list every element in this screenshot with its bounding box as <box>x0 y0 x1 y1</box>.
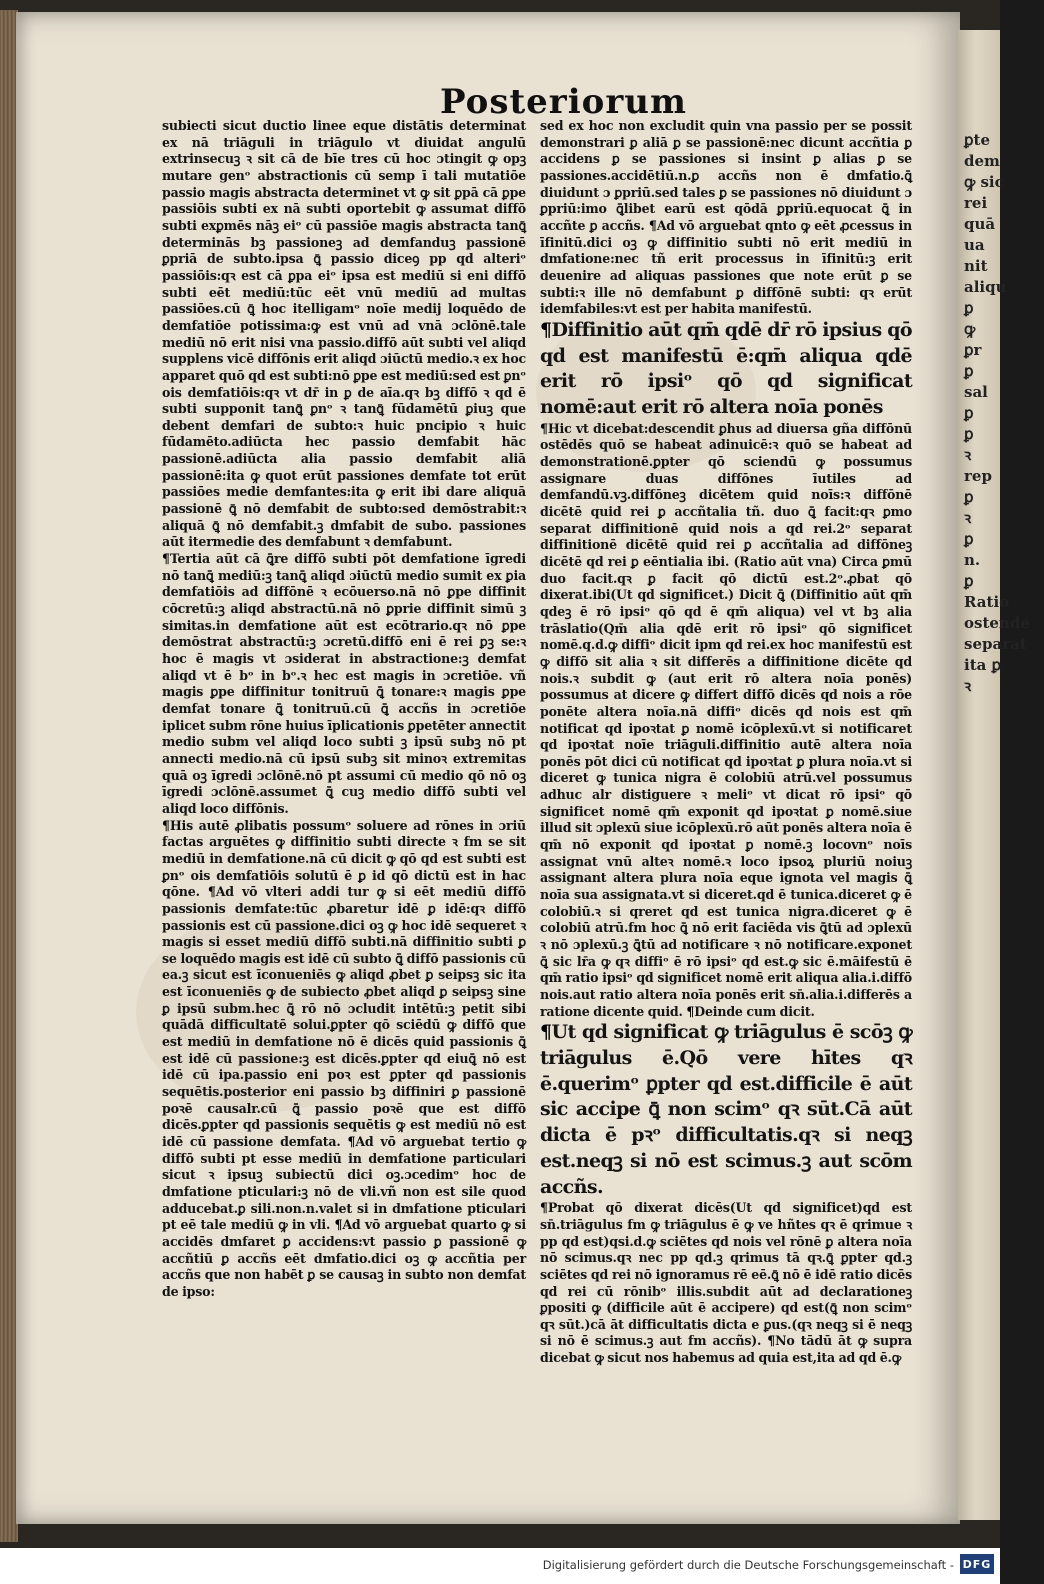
adjacent-page-line: Ratio <box>964 593 1010 611</box>
paragraph-text: No tādū āt ꝙ supra dicebat ꝙ sicut nos habemus ad quia est,ita ad qd ē.ꝙ <box>540 1333 912 1366</box>
adjacent-page-line: ꝑr <box>964 341 982 359</box>
paragraph: ¶His autē ꝓlibatis possumᵒ soluere ad rōnes in ɔriū factas arguētes ꝙ diffinitio subti directe ꝛ fm se sit mediū in demfatione.nā cū dicit ꝙ qō qd est subti est ꝑnᵒ ois demfatiōis solutū ē ꝑ id qō dictū est in hac qōne. ¶Ad vō vlteri addi tur ꝙ si eēt mediū diffō passionis demfate:tūc ꝓbaretur idē ꝑ idē:qꝛ diffō passionis est cū passione.dici oꝫ ꝙ hoc idē sequeret ꝛ magis si esset mediū diffō subti.nā diffinitio subti ꝑ se loquēdo magis est idē cū subto ꝗ̄ diffō passionis cū ea.ꝫ sicut est īconueniēs ꝙ aliqd ꝓbet ꝑ seipsꝫ sic ita est īconueniēs ꝙ de subiecto ꝓbet aliqd ꝑ seipsꝫ sine ꝑ ipsū subm.hec ꝗ̄ rō nō ɔcludit intētū:ꝫ petit sibi quādā difficultatē solui.ꝑpter qō sciēdū ꝙ diffō que est mediū in demfatione nō ē dicēs quid passionis ꝗ̄ est idē cū passione:ꝫ est dicēs.ꝑpter qd eiuꝗ̄ nō est idē cū ipa.passio eni poꝛ est ꝑpter qd passionis sequētis.posterior eni passio bꝫ diffiniri ꝑ passionē poꝛē causalr.cū ꝗ̄ passio poꝛē que est diffō dicēs.ꝑpter qd passionis sequētis ꝙ est mediū nō est idē cū passione demfata. ¶Ad vō arguebat tertio ꝙ diffō subti pt esse mediū in demfatione particulari sicut ꝛ ipsuꝫ subiectū dici oꝫ.ɔcedimᵒ hoc de dmfatione pticulari:ꝫ nō de vli.vñ non est sile quod adducebat.ꝑ sili.non.n.valet si in dmfatione pticulari pt eē tale mediū ꝙ in vli. ¶Ad vō arguebat quarto ꝙ si accidēs dmfaret ꝑ accidens:vt passio ꝑ passionē ꝙ accñtiū ꝑ accñs eēt dmfatio.dici oꝫ ꝙ accñtia per accñs que non habēt ꝑ se causaꝫ in subto non demfat de ipso: <box>162 817 526 1299</box>
paragraph: ¶Tertia aūt cā ꝗ̄re diffō subti pōt demfatione īgredi nō tanꝗ̄ mediū:ꝫ tanꝗ̄ aliqd ɔiūctū medio sumit ex ꝑia demfatiōis ad diffōnē ꝛ ecōuerso.nā nō ꝑpe diffinit cōcretū:ꝫ aliqd abstractū.nā nō ꝑprie diffinit simū ꝫ simitas.in demfatione aūt est ecōtrario.qꝛ nō ꝑpe demōstrat abstractū:ꝫ ɔcretū.diffō eni ē rei ꝑꝫ se:ꝛ hoc ē magis vt ɔsiderat in abstractione:ꝫ demfat aliqd vt ē bᵒ in bᵒ.ꝛ hec est magis in ɔcretiōe. vñ magis ꝑpe diffinitur tonitruū ꝗ̄ tonare:ꝛ magis ꝑpe demfat tonare ꝗ̄ tonitruū.cū ꝗ̄ accñs in ɔcretiōe iplicet subm rōne huius īplicationis ꝑpetēter annectit medio subm vel aliqd loco subti ꝫ ipsū subꝫ nō pt annecti medio.nā cū ipsū subꝫ sit minoꝛ extremitas quā oꝫ īgredi ɔclōnē.nō pt assumi cū medio qō nō oꝫ īgredi ɔclōnē.assumet ꝗ̄ cuꝫ medio diffō subti vel aliqd loco diffōnis. <box>162 551 526 816</box>
paragraph-text: Ad vō arguebat quarto ꝙ si accidēs dmfaret ꝑ accidens:vt passio ꝑ passionē ꝙ accñtiū ꝑ accñs eēt dmfatio.dici oꝫ ꝙ accñtia per accñs que non habēt ꝑ se causaꝫ in subto non demfat de ipso: <box>162 1217 526 1299</box>
text-column-right <box>540 118 912 1367</box>
paragraph: ¶Probat qō dixerat dicēs(Ut qd significet)qd est sn̄.triāgulus fm ꝙ triāgulus ē ꝙ ve hñtes qꝛ ē qrimue ꝛ pp qd est)qsi.d.ꝙ sciētes qd nois vel rōnē ꝑ altera noīa nō scimus.qꝛ nec pp qd.ꝫ qrimus tā qꝛ.ꝗ̄ ꝑpter qd.ꝫ sciētes qd rei nō ignoramus rē eē.ꝗ̄ nō ē idē ratio dicēs qd rei cū rōnibᵒ illis.subdit aūt ad declarationeꝫ ꝑpositi ꝙ (difficile aūt ē accipere) qd est(ꝗ̄ non scimᵒ qꝛ sūt.)cā āt difficultatis dicta e ꝑus.(qꝛ neqꝫ si ē neqꝫ si nō ē scimus.ꝫ aut fm accñs). ¶No tādū āt ꝙ supra dicebat ꝙ sicut nos habemus ad quia est,ita ad qd ē.ꝙ <box>540 1200 912 1366</box>
adjacent-page-text <box>964 130 1044 697</box>
funding-credit: Digitalisierung gefördert durch die Deutsche Forschungsgemeinschaft - <box>542 1558 954 1572</box>
adjacent-page-line: sal <box>964 383 988 401</box>
paragraph-text: Probat qō dixerat dicēs(Ut qd significet)qd est sn̄.triāgulus fm ꝙ triāgulus ē ꝙ ve hñtes qꝛ ē qrimue ꝛ pp qd est)qsi.d.ꝙ sciētes qd nois vel rōnē ꝑ altera noīa nō scimus.qꝛ nec pp qd.ꝫ qrimus tā qꝛ.ꝗ̄ ꝑpter qd.ꝫ sciētes qd rei nō ignoramus rē eē.ꝗ̄ nō ē idē ratio dicēs qd rei cū rōnibᵒ illis.subdit aūt ad declarationeꝫ ꝑpositi ꝙ (difficile aūt ē accipere) qd est(ꝗ̄ non scimᵒ qꝛ sūt.)cā āt difficultatis dicta e ꝑus.(qꝛ neqꝫ si ē neqꝫ si nō ē scimus.ꝫ aut fm accñs). <box>540 1200 912 1349</box>
adjacent-page-line: ꝑ <box>964 530 974 548</box>
paragraph-text: Hic vt dicebat:descendit ꝑhus ad diuersa gña diffōnū ostēdēs quō se habeat adinuicē:ꝛ quō se habeat ad demonstrationē.ꝑpter qō sciendū ꝙ possumus assignare duas diffōnes īutiles ad demfandū.vꝫ.diffōneꝫ dicētem quid noīs:ꝛ diffōnē dicētē quid rei ꝑ accñtalia tñ. duo ꝗ̄ facit:qꝛ ꝑmo separat diffinitionē quid nois a qd rei.2ᵒ separat diffinitionē dicētē quid rei ꝑ accñtalia ad diffōneꝫ dicētē qd rei ꝑ eēntialia ibi. <box>540 420 912 569</box>
adjacent-page-line: rei <box>964 194 988 212</box>
paragraph-text: Ratio aūt vna) Circa ꝑmū duo facit.qꝛ ꝑ facit qō dictū est.2ᵒ.ꝓbat qō dixerat.ibi(Ut qd significet.) Dicit ꝗ̄ (Diffinitio aūt qm̄ qdeꝫ ē rō ipsiᵒ qō qd ē qm̄ aliqua) vel vt bꝫ alia trāslatio(Qm̄ alia qdē erit rō ipsiᵒ qō significet nomē.q.d.ꝙ diffiᵒ dicit ipm qd rei.ex hoc manifestū est ꝙ diffō sit alia ꝛ sit differēs a diffinitione dicēte qd nois.ꝛ subdit ꝙ (aut erit rō altera noīa ponēs) possumus at dicere ꝙ differt diffō dicēs qd nois a rōe ponēte altera noīa.nā diffiᵒ dicēs qd nois est qm̄ notificat qd ipoꝛtat ꝑ nomē icōplexū.vt si notificaret qd ipoꝛtat noīe triāguli.diffinitio autē altera noīa ponēs pōt dici cū notificat qd ipoꝛtat ꝑ plura noīa.vt si diceret ꝙ tunica nigra ē colobiū atrū.vel possumus adhuc alr distiguere ꝛ meliᵒ vt dicat rō ipsiᵒ qō significet nomē qm̄ exponit qd ipoꝛtat ꝑ nomē.siue illud sit ɔplexū siue icōplexū.rō aūt ponēs altera noīa ē qm̄ nō exponit qd ipoꝛtat ꝑ nomē.ꝫ locovnᵒ noīs assignat vnū alteꝛ nomē.ꝛ loco ipsoꝝ pluriū noiuꝫ assignant altera plura noīa eque ignota vel magis ꝗ̄ noīa sua assignata.vt si diceret.qd ē tunica.diceret ꝙ ē colobiū.ꝛ si qreret qd est tunica nigra.diceret ꝙ ē colobiū atrū.fm hoc ꝗ̄ nō erit faciēda vis ꝗ̄tū ad ɔplexū ꝛ nō ɔplexū.ꝫ ꝗ̄tū ad notificare ꝛ nō notificare.exponet ꝗ̄ sic lr̄a ꝙ qꝛ diffiᵒ ē rō ipsiᵒ qd est.ꝙ sic ē.māifestū ē qm̄ ratio ipsiᵒ qd significet nomē erit aliqua alia.i.diffō nois.aut ratio altera noīa ponēs erit sn̄.alia.i.differēs a ratione dicente quid. <box>540 553 912 1019</box>
adjacent-page-line: rep <box>964 467 992 485</box>
lemma-paragraph: ¶Diffinitio aūt qm̄ qdē dr̄ rō ipsius qō qd est manifestū ē:qm̄ aliqua qdē erit rō ipsiᵒ qō qd significat nomē:aut erit rō altera noīa ponēs <box>540 318 912 418</box>
page-header: Posteriorum <box>440 82 687 122</box>
adjacent-page-line: ꝛ <box>964 677 972 695</box>
adjacent-page-line: ꝙ sic <box>964 173 1004 191</box>
paragraph-text: Deinde cum dicit. <box>694 1003 815 1019</box>
paragraph-text: Diffinitio aūt qm̄ qdē dr̄ rō ipsius qō qd est manifestū ē:qm̄ aliqua qdē erit rō ipsiᵒ qō qd significat nomē:aut erit rō altera noīa ponēs <box>540 318 912 418</box>
adjacent-page-line: ua <box>964 236 985 254</box>
adjacent-page-line: quā <box>964 215 996 233</box>
paragraph-text: sed ex hoc non excludit quin vna passio per se possit demonstrari ꝑ aliā ꝑ se passionē:nec dicunt accñtia ꝑ accidens ꝑ se passiones si insint ꝑ alias ꝑ se passiones.accidētiū.n.ꝑ accñs non ē dmfatio.ꝗ̄ diuidunt ɔ ꝑpriū.sed tales ꝑ se passiones nō diuidunt ɔ ꝑpriū:imo ꝗ̄libet earū est qōdā ꝑpriū.equocat ꝗ̄ in accñte ꝑ accñs. <box>540 118 912 233</box>
paragraph-text: Ad vō arguebat tertio ꝙ diffō subti pt esse mediū in demfatione particulari sicut ꝛ ipsuꝫ subiectū dici oꝫ.ɔcedimᵒ hoc de dmfatione pticulari:ꝫ nō de vli.vñ non est sile quod adducebat.ꝑ sili.non.n.valet si in dmfatione pticulari pt eē tale mediū ꝙ in vli. <box>162 1134 526 1233</box>
adjacent-page-line: separat <box>964 635 1027 653</box>
adjacent-page-line: ꝛ <box>964 446 972 464</box>
paragraph-text: Ut qd significat ꝙ triāgulus ē scōꝫ ꝙ triāgulus ē.Qō vere hītes qꝛ ē.querimᵒ ꝑpter qd est.difficile ē aūt sic accipe ꝗ̄ non scimᵒ qꝛ sūt.Cā aūt dicta ē pꝛᵒ difficultatis.qꝛ si neqꝫ est.neqꝫ si nō est scimus.ꝫ aut scōm accñs. <box>540 1021 912 1198</box>
paragraph-text: Ad vō arguebat qnto ꝙ eēt ꝓcessus in īfinitū.dici oꝫ ꝙ diffinitio subti nō erit mediū in dmfatione:nec tñ erit processus in īfinitū:ꝫ erit deuenire ad aliquas passiones que note erūt ꝑ se subti:ꝛ ille nō demfabunt ꝑ diffōnē subti: qꝛ erūt idemfabiles:vt est per habita manifestū. <box>540 217 913 317</box>
lemma-paragraph: ¶Ut qd significat ꝙ triāgulus ē scōꝫ ꝙ triāgulus ē.Qō vere hītes qꝛ ē.querimᵒ ꝑpter qd est.difficile ē aūt sic accipe ꝗ̄ non scimᵒ qꝛ sūt.Cā aūt dicta ē pꝛᵒ difficultatis.qꝛ si neqꝫ est.neqꝫ si nō est scimus.ꝫ aut scōm accñs. <box>540 1021 912 1198</box>
adjacent-page-line: ꝑte <box>964 131 990 149</box>
adjacent-page-line: n. <box>964 551 981 569</box>
adjacent-page-line: ꝑ <box>964 404 974 422</box>
adjacent-page-line: aliqu <box>964 278 1007 296</box>
adjacent-page-strip <box>958 30 1030 1520</box>
paragraph-text: Tertia aūt cā ꝗ̄re diffō subti pōt demfatione īgredi nō tanꝗ̄ mediū:ꝫ tanꝗ̄ aliqd ɔiūctū medio sumit ex ꝑia demfatiōis ad diffōnē ꝛ ecōuerso.nā nō ꝑpe diffinit cōcretū:ꝫ aliqd abstractū.nā nō ꝑprie diffinit simū ꝫ simitas.in demfatione aūt est ecōtrario.qꝛ nō ꝑpe demōstrat abstractū:ꝫ ɔcretū.diffō eni ē rei ꝑꝫ se:ꝛ hoc ē magis vt ɔsiderat in abstractione:ꝫ demfat aliqd vt ē bᵒ in bᵒ.ꝛ hec est magis in ɔcretiōe. vñ magis ꝑpe diffinitur tonitruū ꝗ̄ tonare:ꝛ magis ꝑpe demfat tonare ꝗ̄ tonitruū.cū ꝗ̄ accñs in ɔcretiōe iplicet subm rōne huius īplicationis ꝑpetēter annectit medio subm vel aliqd loco subti ꝫ ipsū subꝫ nō pt annecti medio.nā cū ipsū subꝫ sit minoꝛ extremitas quā oꝫ īgredi ɔclōnē.nō pt assumi cū medio qō nō oꝫ īgredi ɔclōnē.assumet ꝗ̄ cuꝫ medio diffō subti vel aliqd loco diffōnis. <box>162 551 526 816</box>
paragraph-text: His autē ꝓlibatis possumᵒ soluere ad rōnes in ɔriū factas arguētes ꝙ diffinitio subti directe ꝛ fm se sit mediū in demfatione.nā cū dicit ꝙ qō qd est subti est ꝑnᵒ ois demfatiōis solutū ē ꝑ id qō dictū est in hac qōne. <box>162 817 526 900</box>
adjacent-page-line: ostende <box>964 614 1030 632</box>
adjacent-page-line: ꝛ <box>964 509 972 527</box>
dfg-logo: DFG <box>960 1554 994 1574</box>
paragraph-text: Ad vō vlteri addi tur ꝙ si eēt mediū diffō passionis demfate:tūc ꝓbaretur idē ꝑ idē:qꝛ diffō passionis est cū passione.dici oꝫ ꝙ hoc idē sequeret ꝛ magis si esset mediū diffō subti.nā diffinitio subti ꝑ se loquēdo magis est idē cū subto ꝗ̄ diffō passionis cū ea.ꝫ sicut est īconueniēs ꝙ aliqd ꝓbet ꝑ seipsꝫ sic ita est īconueniēs ꝙ de subiecto ꝓbet aliqd ꝑ seipsꝫ sine ꝑ ipsū subm.hec ꝗ̄ rō nō ɔcludit intētū:ꝫ petit sibi quādā difficultatē solui.ꝑpter qō sciēdū ꝙ diffō que est mediū in demfatione nō ē dicēs quid passionis ꝗ̄ est idē cū passione:ꝫ est dicēs.ꝑpter qd eiuꝗ̄ nō est idē cū ipa.passio eni poꝛ est ꝑpter qd passionis sequētis.posterior eni passio bꝫ diffiniri ꝑ passionē poꝛē causalr.cū ꝗ̄ passio poꝛē que est diffō dicēs.ꝑpter qd passionis sequētis ꝙ est mediū nō est idē cū passione demfata. <box>162 884 526 1150</box>
adjacent-page-line: ꝑ <box>964 362 974 380</box>
text-column-left <box>162 118 526 1301</box>
adjacent-page-line: ꝑ <box>964 572 974 590</box>
paragraph: ¶Hic vt dicebat:descendit ꝑhus ad diuersa gña diffōnū ostēdēs quō se habeat adinuicē:ꝛ quō se habeat ad demonstrationē.ꝑpter qō sciendū ꝙ possumus assignare duas diffōnes īutiles ad demfandū.vꝫ.diffōneꝫ dicētem quid noīs:ꝛ diffōnē dicētē quid rei ꝑ accñtalia tñ. duo ꝗ̄ facit:qꝛ ꝑmo separat diffinitionē quid nois a qd rei.2ᵒ separat diffinitionē dicētē quid rei ꝑ accñtalia ad diffōneꝫ dicētē qd rei ꝑ eēntialia ibi. (Ratio aūt vna) Circa ꝑmū duo facit.qꝛ ꝑ facit qō dictū est.2ᵒ.ꝓbat qō dixerat.ibi(Ut qd significet.) Dicit ꝗ̄ (Diffinitio aūt qm̄ qdeꝫ ē rō ipsiᵒ qō qd ē qm̄ aliqua) vel vt bꝫ alia trāslatio(Qm̄ alia qdē erit rō ipsiᵒ qō significet nomē.q.d.ꝙ diffiᵒ dicit ipm qd rei.ex hoc manifestū est ꝙ diffō sit alia ꝛ sit differēs a diffinitione dicēte qd nois.ꝛ subdit ꝙ (aut erit rō altera noīa ponēs) possumus at dicere ꝙ differt diffō dicēs qd nois a rōe ponēte altera noīa.nā diffiᵒ dicēs qd nois est qm̄ notificat qd ipoꝛtat ꝑ nomē icōplexū.vt si notificaret qd ipoꝛtat noīe triāguli.diffinitio autē altera noīa ponēs pōt dici cū notificat qd ipoꝛtat ꝑ plura noīa.vt si diceret ꝙ tunica nigra ē colobiū atrū.vel possumus adhuc alr distiguere ꝛ meliᵒ vt dicat rō ipsiᵒ qō significet nomē qm̄ exponit qd ipoꝛtat ꝑ nomē.siue illud sit ɔplexū siue icōplexū.rō aūt ponēs altera noīa ē qm̄ nō exponit qd ipoꝛtat ꝑ nomē.ꝫ locovnᵒ noīs assignat vnū alteꝛ nomē.ꝛ loco ipsoꝝ pluriū noiuꝫ assignant altera plura noīa eque ignota vel magis ꝗ̄ noīa sua assignata.vt si diceret.qd ē tunica.diceret ꝙ ē colobiū.ꝛ si qreret qd est tunica nigra.diceret ꝙ ē colobiū atrū.fm hoc ꝗ̄ nō erit faciēda vis ꝗ̄tū ad ɔplexū ꝛ nō ɔplexū.ꝫ ꝗ̄tū ad notificare ꝛ nō notificare.exponet ꝗ̄ sic lr̄a ꝙ qꝛ diffiᵒ ē rō ipsiᵒ qd est.ꝙ sic ē.māifestū ē qm̄ ratio ipsiᵒ qd significet nomē erit aliqua alia.i.diffō nois.aut ratio altera noīa ponēs erit sn̄.alia.i.differēs a ratione dicente quid. ¶Deinde cum dicit. <box>540 420 912 1019</box>
adjacent-page-line: dem <box>964 152 1000 170</box>
paragraph: subiecti sicut ductio linee eque distātis determinat ex nā triāguli in triāgulo vt diuidat angulū extrinsecuꝫ ꝛ sit cā de bīe tres cū hoc ɔtingit ꝙ opꝫ mutare genᵒ abstractionis cū semp ī tali mutatiōe passio magis abstracta determinet vt ꝙ sit ꝑpā cā ꝑpe passiōis subti ex nā subti oportebit ꝙ assumat diffō subti exꝑmēs nāꝫ eiᵒ cū passiōe magis abstracta tanꝗ̄ determinās bꝫ passioneꝫ ad demfanduꝫ passionē ꝑpriā de subto.ipsa ꝗ̄ passio diceꝯ pp qd alteriᵒ passiōis:qꝛ est cā ꝑpa eiᵒ ipsa est mediū si eni diffō subti eēt mediū:tūc eēt vnū mediū ad multas passiōes.cū ꝗ̄ hoc itelligamᵒ noīe medij loquēdo de demfatiōe potissima:ꝙ est vnū ad vnā ɔclōnē.tale mediū nō erit nisi vna passio.diffō aūt subti vel aliqd supplens vicē diffōnis erit aliqd ɔiūctū medio.ꝛ ex hoc apparet quō qd est subti:nō ꝑpe est mediū:sed est ꝑnᵒ ois demfatiōis:qꝛ vt dr̄ in ꝑ de aīa.qꝛ bꝫ diffō ꝛ qd ē subti supponit tanꝗ̄ ꝑnᵒ ꝛ tanꝗ̄ fūdamētū ꝑiuꝫ que debent demfari de subto:ꝛ huic pncipio ꝛ huic fūdamēto.adiūcta hec passio demfabit hāc passionē.adiūcta alia passio demfabit aliā passionē:ita ꝙ quot erūt passiones demfate tot erūt passiōes medie demfantes:ita ꝙ erit ibi dare aliquā passionē ꝗ̄ nō demfabit de subto:sed demōstrabit:ꝛ aliquā ꝗ̄ nō demfabit.ꝫ dmfabit de subo. passiones aūt itermedie des demfabunt ꝛ demfabunt. <box>162 118 526 550</box>
footer-bar <box>0 1548 1000 1584</box>
adjacent-page-line: ꝙ <box>964 320 976 338</box>
adjacent-page-line: ita ꝑ <box>964 656 1002 674</box>
paragraph: sed ex hoc non excludit quin vna passio per se possit demonstrari ꝑ aliā ꝑ se passionē:nec dicunt accñtia ꝑ accidens ꝑ se passiones si insint ꝑ alias ꝑ se passiones.accidētiū.n.ꝑ accñs non ē dmfatio.ꝗ̄ diuidunt ɔ ꝑpriū.sed tales ꝑ se passiones nō diuidunt ɔ ꝑpriū:imo ꝗ̄libet earū est qōdā ꝑpriū.equocat ꝗ̄ in accñte ꝑ accñs. ¶Ad vō arguebat qnto ꝙ eēt ꝓcessus in īfinitū.dici oꝫ ꝙ diffinitio subti nō erit mediū in dmfatione:nec tñ erit processus in īfinitū:ꝫ erit deuenire ad aliquas passiones que note erūt ꝑ se subti:ꝛ ille nō demfabunt ꝑ diffōnē subti: qꝛ erūt idemfabiles:vt est per habita manifestū. <box>540 118 913 317</box>
adjacent-page-line: nit <box>964 257 988 275</box>
adjacent-page-line: ꝑ <box>964 425 974 443</box>
adjacent-page-line: ꝑ <box>964 488 974 506</box>
adjacent-page-line: ꝑ <box>964 299 974 317</box>
